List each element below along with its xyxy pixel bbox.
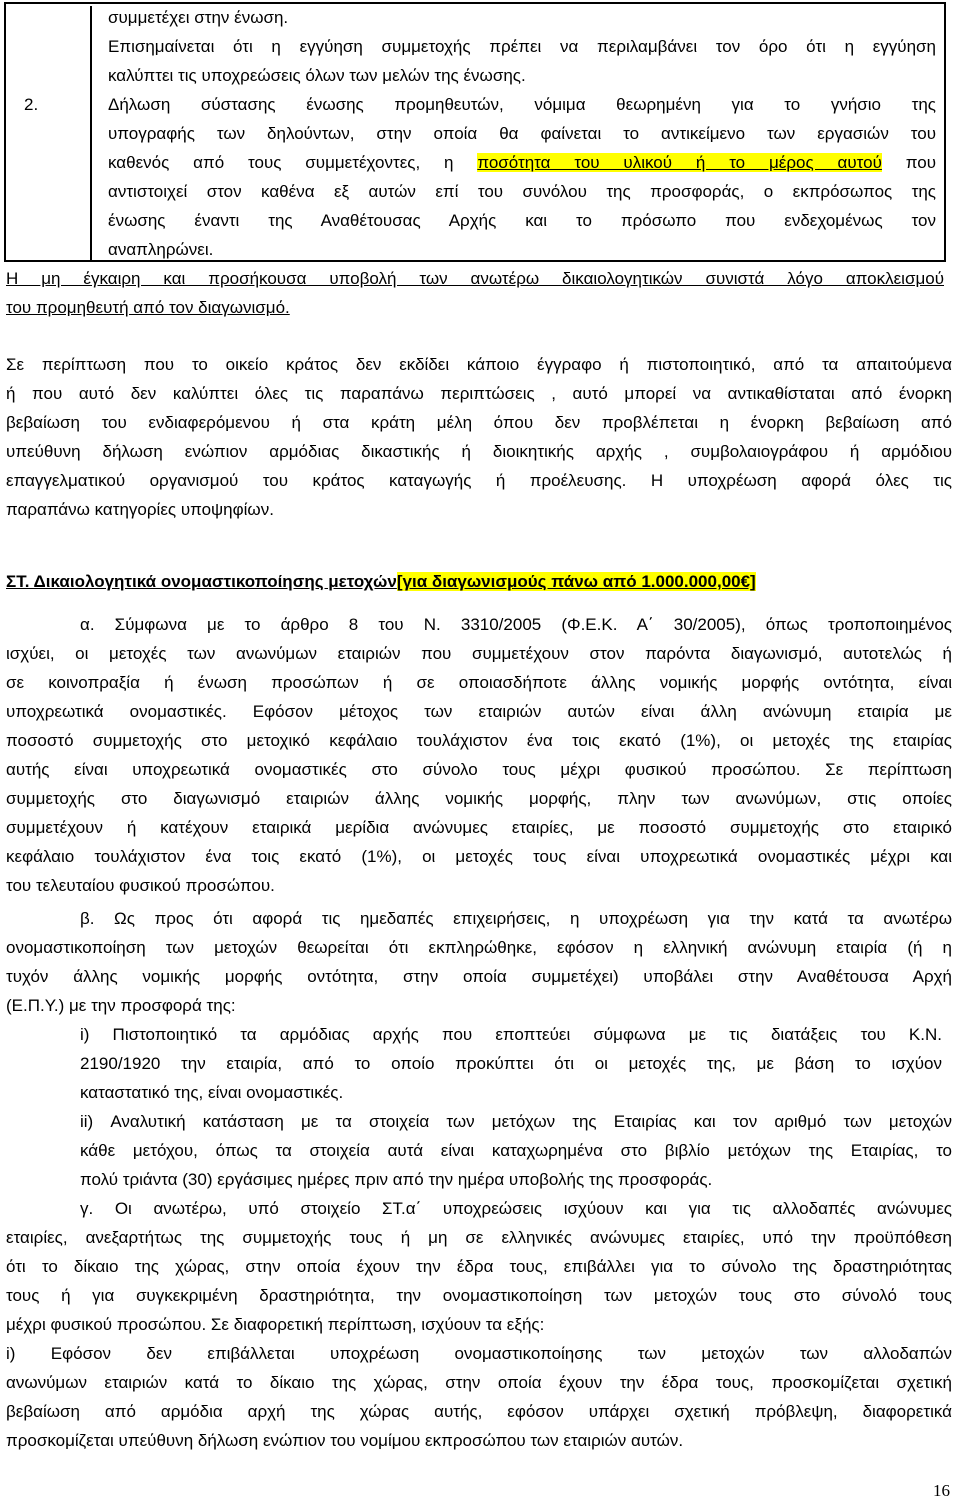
box-text-line: υπογραφής των δηλούντων, στην οποία θα φαίνεται το αντικείμενο των εργασιών του	[108, 124, 936, 143]
paragraph-line: γ. Οι ανωτέρω, υπό στοιχείο ΣΤ.α΄ υποχρεώσεις ισχύουν και για τις αλλοδαπές ανώνυμες	[80, 1199, 952, 1218]
paragraph-line: ότι το δίκαιο της χώρας, στην οποία έχουν την έδρα τους, επιβάλλει για το σύνολο της δραστηριότητας	[6, 1257, 952, 1276]
paragraph-line: ii) Αναλυτική κατάσταση με τα στοιχεία των μετόχων της Εταιρίας και τον αριθμό των μετοχών	[80, 1112, 952, 1131]
warning-line: Η μη έγκαιρη και προσήκουσα υποβολή των ανωτέρω δικαιολογητικών συνιστά λόγο αποκλεισμού	[6, 269, 944, 288]
box-text-line: Δήλωση σύστασης ένωσης προμηθευτών, νόμιμα θεωρημένη για το γνήσιο της	[108, 95, 936, 114]
paragraph-line: κεφάλαιο τουλάχιστον ένα τοις εκατό (1%), οι μετοχές τους είναι υποχρεωτικά ονομαστικές μέχρι και	[6, 847, 952, 866]
paragraph-line: β. Ως προς ότι αφορά τις ημεδαπές επιχειρήσεις, η υποχρέωση για την κατά τα ανωτέρω	[80, 909, 952, 928]
paragraph-line: μέχρι φυσικού προσώπου. Σε διαφορετική περίπτωση, ισχύουν τα εξής:	[6, 1315, 545, 1334]
paragraph-line: σε κοινοπραξία ή ένωση προσώπων ή σε οποιασδήποτε άλλης νομικής μορφής οντότητα, είναι	[6, 673, 952, 692]
box-text-line: καλύπτει τις υποχρεώσεις όλων των μελών της ένωσης.	[108, 66, 526, 85]
box-text-line: συμμετέχει στην ένωση.	[108, 8, 289, 27]
paragraph-line: βεβαίωση του ενδιαφερόμενου ή στα κράτη μέλη όπου δεν προβλέπεται η ένορκη βεβαίωση από	[6, 413, 952, 432]
warning-line: του προμηθευτή από τον διαγωνισμό.	[6, 298, 290, 317]
paragraph-line: κάθε μετόχου, όπως τα στοιχεία αυτά είναι καταχωρημένα στο βιβλίο μετόχων της Εταιρίας, το	[80, 1141, 952, 1160]
paragraph-line: i) Εφόσον δεν επιβάλλεται υποχρέωση ονομαστικοποίησης των μετοχών των αλλοδαπών	[6, 1344, 952, 1363]
paragraph-line: υπεύθυνη δήλωση ενώπιον αρμόδιας δικαστικής ή διοικητικής αρχής , συμβολαιογράφου ή αρμόδιου	[6, 442, 952, 461]
paragraph-line: τυχόν άλλης νομικής μορφής οντότητα, στην οποία συμμετέχει) υποβάλει στην Αναθέτουσα Αρχή	[6, 967, 952, 986]
paragraph-line: 2190/1920 την εταιρία, από το οποίο προκύπτει ότι οι μετοχές της, με βάση το ισχύον	[80, 1054, 942, 1073]
paragraph-line: ή που αυτό δεν καλύπτει όλες τις παραπάνω περιπτώσεις , αυτό μπορεί να αντικαθίσταται από ένορκη	[6, 384, 952, 403]
highlighted-condition: [για διαγωνισμούς πάνω από 1.000.000,00€]	[396, 572, 756, 591]
paragraph-line: αυτής είναι υποχρεωτικά ονομαστικές στο σύνολο τους μέχρι φυσικού προσώπου. Σε περίπτωση	[6, 760, 952, 779]
paragraph-line: προσκομίζεται υπεύθυνη δήλωση ενώπιον του νομίμου εκπροσώπου των εταιριών αυτών.	[6, 1431, 684, 1450]
paragraph-line: i) Πιστοποιητικό τα αρμόδιας αρχής που εποπτεύει σύμφωνα με τις διατάξεις του Κ.Ν.	[80, 1025, 942, 1044]
paragraph-line: (Ε.Π.Υ.) με την προσφορά της:	[6, 996, 236, 1015]
paragraph-line: συμμετοχής στο διαγωνισμό εταιριών άλλης νομικής μορφής, πλην των ανωνύμων, στις οποίες	[6, 789, 952, 808]
paragraph-line: συμμετέχουν ή κατέχουν εταιρικά μερίδια ανώνυμες εταιρίες, με ποσοστό συμμετοχής στο εταιρικό	[6, 818, 952, 837]
paragraph-line: επαγγελματικού οργανισμού του κράτος καταγωγής ή προέλευσης. Η υποχρέωση αφορά όλες τις	[6, 471, 952, 490]
paragraph-line: ισχύει, οι μετοχές των ανωνύμων εταιριών που συμμετέχουν στον παρόντα διαγωνισμό, αυτοτελώς ή	[6, 644, 952, 663]
paragraph-line: καταστατικό της, είναι ονομαστικές.	[80, 1083, 344, 1102]
box-text-line: Επισημαίνεται ότι η εγγύηση συμμετοχής πρέπει να περιλαμβάνει τον όρο ότι η εγγύηση	[108, 37, 936, 56]
section-heading: ΣΤ. Δικαιολογητικά ονομαστικοποίησης μετοχών[για διαγωνισμούς πάνω από 1.000.000,00€]	[6, 572, 756, 591]
box-vertical-divider	[90, 6, 92, 260]
box-text-line: αντιστοιχεί στον καθένα εξ αυτών επί του συνόλου της προσφοράς, ο εκπρόσωπος της	[108, 182, 936, 201]
paragraph-line: ανωνύμων εταιριών κατά το δίκαιο της χώρας, στην οποία έχουν την έδρα τους, προσκομίζεται σχετική	[6, 1373, 952, 1392]
box-text-line: ένωσης έναντι της Αναθέτουσας Αρχής και το πρόσωπο που ενδεχομένως τον	[108, 211, 936, 230]
paragraph-line: ονομαστικοποίηση των μετοχών θεωρείται ότι εκπληρώθηκε, εφόσον η ελληνική ανώνυμη εταιρία (ή η	[6, 938, 952, 957]
box-text-line: αναπληρώνει.	[108, 240, 214, 259]
paragraph-line: Σε περίπτωση που το οικείο κράτος δεν εκδίδει κάποιο έγγραφο ή πιστοποιητικό, από τα απαιτούμενα	[6, 355, 952, 374]
page-number: 16	[933, 1481, 950, 1500]
paragraph-line: βεβαίωση από αρμόδια αρχή της χώρας αυτής, εφόσον υπάρχει σχετική πρόβλεψη, διαφορετικά	[6, 1402, 952, 1421]
paragraph-line: τους ή για συγκεκριμένη δραστηριότητα, την ονομαστικοποίηση των μετοχών τους στο σύνολό τους	[6, 1286, 952, 1305]
paragraph-line: πολύ τριάντα (30) εργάσιμες ημέρες πριν από την ημέρα υποβολής της προσφοράς.	[80, 1170, 713, 1189]
list-number: 2.	[24, 95, 39, 114]
paragraph-line: α. Σύμφωνα με το άρθρο 8 του Ν. 3310/2005 (Φ.Ε.Κ. Α΄ 30/2005), όπως τροποποιημένος	[80, 615, 952, 634]
paragraph-line: παραπάνω κατηγορίες υποψηφίων.	[6, 500, 274, 519]
paragraph-line: εταιρίες, ανεξαρτήτως της συμμετοχής τους ή μη σε ελληνικές ανώνυμες εταιρίες, υπό την προϋπόθεση	[6, 1228, 952, 1247]
paragraph-line: υποχρεωτικά ονομαστικές. Εφόσον μέτοχος των εταιριών αυτών είναι άλλη ανώνυμη εταιρία με	[6, 702, 952, 721]
highlighted-phrase: ποσότητα του υλικού ή το μέρος αυτού	[477, 153, 882, 172]
paragraph-line: ποσοστό συμμετοχής στο μετοχικό κεφάλαιο τουλάχιστον ένα τοις εκατό (1%), οι μετοχές της εταιρίας	[6, 731, 952, 750]
box-text-line: καθενός από τους συμμετέχοντες, η ποσότητα του υλικού ή το μέρος αυτού που	[108, 153, 937, 172]
paragraph-line: του τελευταίου φυσικού προσώπου.	[6, 876, 275, 895]
